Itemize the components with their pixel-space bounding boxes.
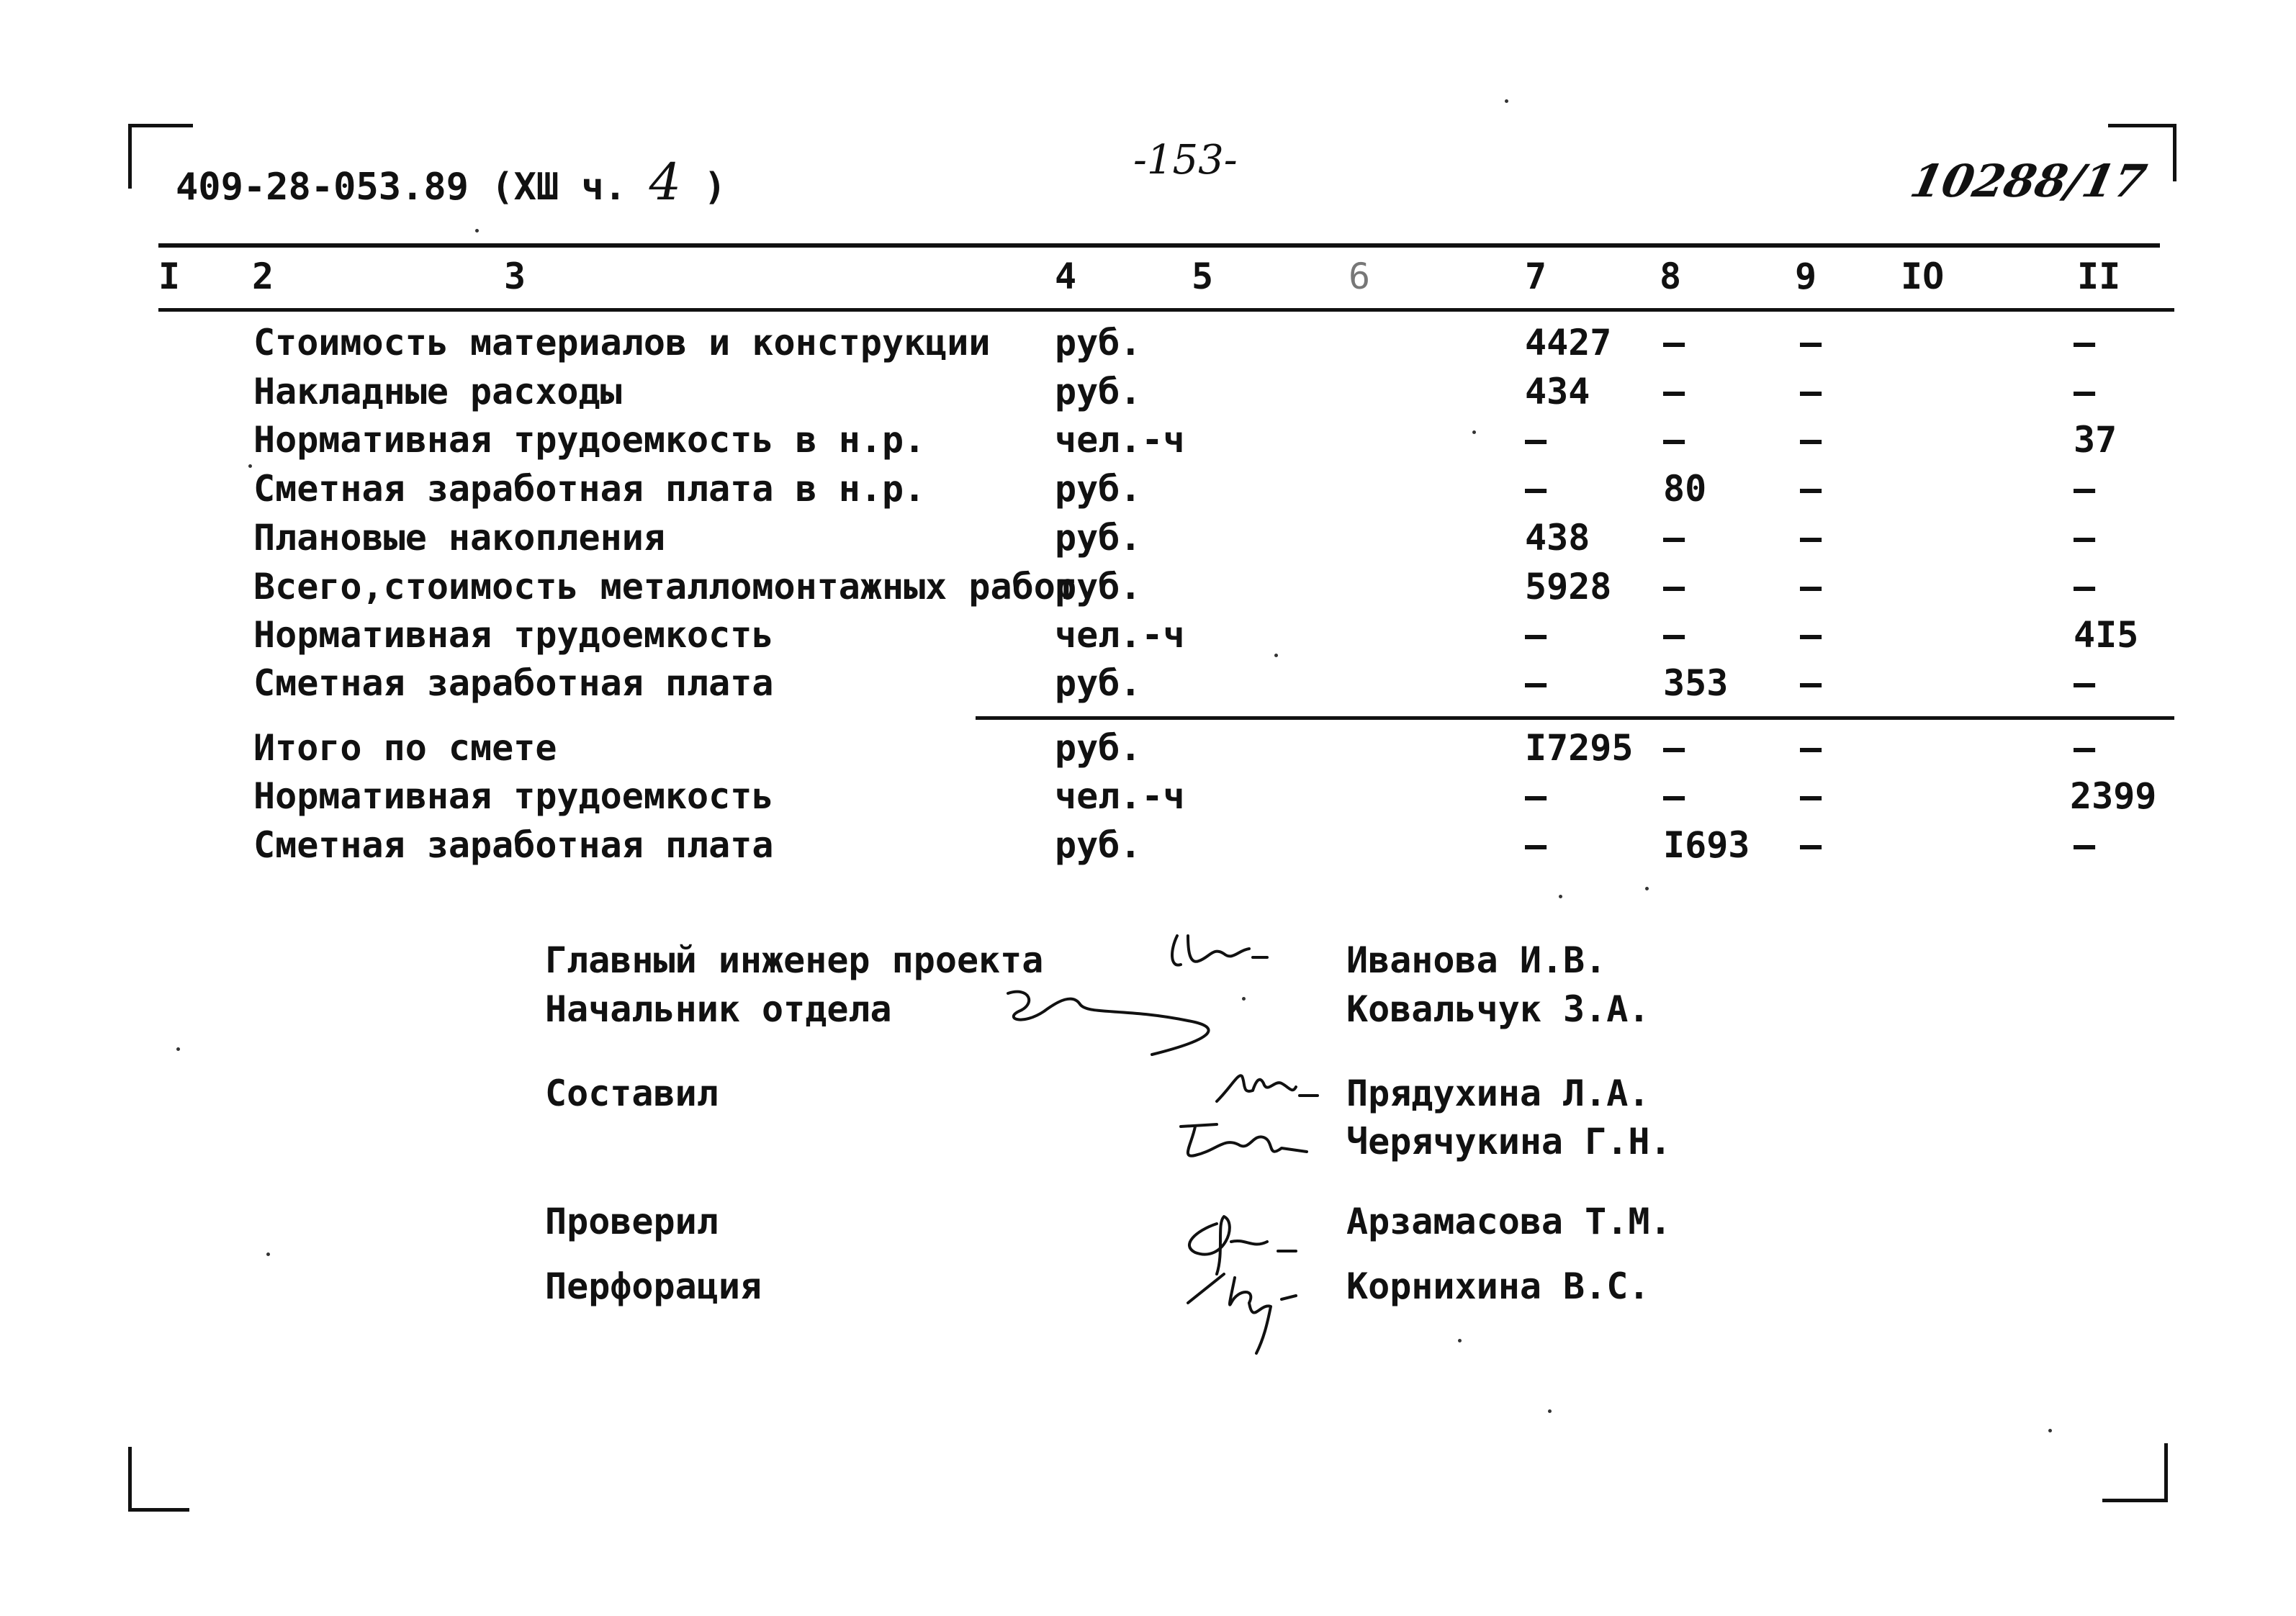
row-unit: руб. (1055, 322, 1142, 364)
row-name: Нормативная трудоемкость в н.р. (253, 419, 926, 461)
cell-col8: – (1663, 566, 1685, 608)
cell-col11: – (2074, 566, 2096, 608)
cell-col11: 2399 (2070, 775, 2157, 817)
row-name: Нормативная трудоемкость (253, 614, 774, 656)
scan-speck (266, 1252, 270, 1256)
row-unit: руб. (1055, 727, 1142, 769)
scan-speck (1505, 99, 1508, 103)
table-row (0, 775, 2296, 824)
table-row (0, 517, 2296, 566)
table-row (0, 614, 2296, 663)
signature-cheryachukina (1181, 1124, 1307, 1156)
cell-col11: – (2074, 662, 2096, 704)
column-number: 6 (1349, 256, 1371, 297)
cell-col7: – (1525, 775, 1547, 817)
signer-name: Прядухина Л.А. (1346, 1073, 1650, 1114)
row-name: Итого по смете (253, 727, 557, 769)
corner-bottom-left-h (128, 1508, 189, 1512)
cell-col11: – (2074, 371, 2096, 412)
cell-col8: 353 (1663, 662, 1729, 704)
corner-bottom-right-v (2164, 1443, 2168, 1502)
row-unit: чел.-ч (1055, 775, 1185, 817)
row-unit: чел.-ч (1055, 419, 1185, 461)
column-number: II (2077, 256, 2121, 297)
signer-role: Перфорация (545, 1265, 762, 1307)
inventory-number: 10288/17 (1906, 155, 2151, 207)
row-unit: руб. (1055, 824, 1142, 866)
cell-col7: 5928 (1525, 566, 1612, 608)
signer-role: Проверил (545, 1201, 719, 1242)
table-row (0, 727, 2296, 776)
signer-role: Начальник отдела (545, 988, 892, 1030)
cell-col7: I7295 (1525, 727, 1634, 769)
document-code-text: 409-28-053.89 (ХШ ч. (176, 166, 627, 209)
table-row (0, 322, 2296, 371)
cell-col7: 438 (1525, 517, 1590, 559)
row-name: Всего,стоимость металломонтажных работ (253, 566, 1077, 608)
table-top-rule (158, 243, 2160, 248)
cell-col11: 4I5 (2074, 614, 2139, 656)
cell-col7: 434 (1525, 371, 1590, 412)
cell-col7: – (1525, 662, 1547, 704)
table-row (0, 824, 2296, 873)
row-name: Сметная заработная плата в н.р. (253, 468, 926, 510)
row-name: Нормативная трудоемкость (253, 775, 774, 817)
column-number: I (158, 256, 181, 297)
cell-col9: – (1800, 566, 1822, 608)
signature-pryadukhina (1217, 1075, 1318, 1101)
scan-speck (475, 229, 479, 233)
scan-speck (1242, 997, 1246, 1001)
document-code-close: ) (703, 166, 726, 209)
cell-col9: – (1800, 322, 1822, 364)
cell-col9: – (1800, 419, 1822, 461)
row-name: Стоимость материалов и конструкции (253, 322, 991, 364)
column-number: 7 (1525, 256, 1547, 297)
table-row (0, 419, 2296, 468)
cell-col9: – (1800, 517, 1822, 559)
corner-bottom-left-v (128, 1447, 132, 1512)
cell-col8: – (1663, 727, 1685, 769)
corner-top-right-v (2173, 124, 2176, 181)
cell-col7: 4427 (1525, 322, 1612, 364)
column-number: 2 (252, 256, 274, 297)
cell-col11: – (2074, 322, 2096, 364)
cell-col9: – (1800, 371, 1822, 412)
cell-col11: – (2074, 468, 2096, 510)
cell-col8: – (1663, 517, 1685, 559)
signer-name: Ковальчук З.А. (1346, 988, 1650, 1030)
page-number: -153- (1133, 137, 1238, 184)
column-number: 9 (1795, 256, 1817, 297)
cell-col8: 80 (1663, 468, 1707, 510)
row-unit: руб. (1055, 371, 1142, 412)
cell-col7: – (1525, 419, 1547, 461)
row-unit: руб. (1055, 662, 1142, 704)
column-number: 4 (1055, 256, 1077, 297)
row-unit: руб. (1055, 566, 1142, 608)
document-part-number: 4 (649, 153, 681, 212)
cell-col8: – (1663, 371, 1685, 412)
table-row (0, 468, 2296, 517)
row-name: Сметная заработная плата (253, 662, 774, 704)
signer-name: Черячукина Г.Н. (1346, 1121, 1672, 1163)
row-name: Плановые накопления (253, 517, 665, 559)
column-number: 8 (1660, 256, 1682, 297)
document-code (176, 153, 726, 212)
signer-name: Корнихина В.С. (1346, 1265, 1650, 1307)
signer-role: Главный инженер проекта (545, 939, 1044, 981)
table-row (0, 371, 2296, 420)
row-name: Сметная заработная плата (253, 824, 774, 866)
cell-col8: – (1663, 775, 1685, 817)
cell-col9: – (1800, 662, 1822, 704)
signer-name: Арзамасова Т.М. (1346, 1201, 1672, 1242)
header-bottom-rule (158, 308, 2174, 312)
table-row (0, 566, 2296, 615)
corner-top-left-v (128, 124, 132, 189)
signature-ivanova (1172, 936, 1267, 965)
scan-speck (1548, 1409, 1552, 1413)
table-row (0, 662, 2296, 711)
scan-speck (1274, 654, 1278, 657)
scan-speck (1559, 895, 1562, 898)
cell-col8: – (1663, 322, 1685, 364)
row-unit: руб. (1055, 468, 1142, 510)
cell-col9: – (1800, 824, 1822, 866)
corner-top-right-h (2108, 124, 2176, 127)
row-unit: руб. (1055, 517, 1142, 559)
signature-kornikhina (1188, 1274, 1296, 1353)
cell-col9: – (1800, 468, 1822, 510)
cell-col8: – (1663, 419, 1685, 461)
corner-top-left-h (128, 124, 193, 127)
cell-col7: – (1525, 468, 1547, 510)
signature-arzamasova (1189, 1216, 1296, 1274)
cell-col8: – (1663, 614, 1685, 656)
cell-col9: – (1800, 727, 1822, 769)
column-number: 3 (504, 256, 526, 297)
cell-col9: – (1800, 775, 1822, 817)
signer-role: Составил (545, 1073, 719, 1114)
scan-speck (176, 1047, 180, 1051)
scan-speck (1458, 1339, 1462, 1342)
cell-col11: – (2074, 727, 2096, 769)
signature-kovalchuk (1008, 992, 1209, 1055)
cell-col9: – (1800, 614, 1822, 656)
scan-speck (2048, 1429, 2052, 1432)
cell-col8: I693 (1663, 824, 1750, 866)
scan-speck (1472, 430, 1476, 434)
cell-col11: – (2074, 517, 2096, 559)
column-number: IO (1901, 256, 1945, 297)
column-number: 5 (1192, 256, 1214, 297)
signer-name: Иванова И.В. (1346, 939, 1607, 981)
cell-col7: – (1525, 614, 1547, 656)
cell-col7: – (1525, 824, 1547, 866)
subtotal-rule (976, 716, 2174, 720)
cell-col11: – (2074, 824, 2096, 866)
row-name: Накладные расходы (253, 371, 622, 412)
scan-speck (1645, 887, 1649, 890)
scan-speck (248, 464, 252, 468)
corner-bottom-right-h (2102, 1499, 2168, 1502)
cell-col11: 37 (2074, 419, 2117, 461)
row-unit: чел.-ч (1055, 614, 1185, 656)
